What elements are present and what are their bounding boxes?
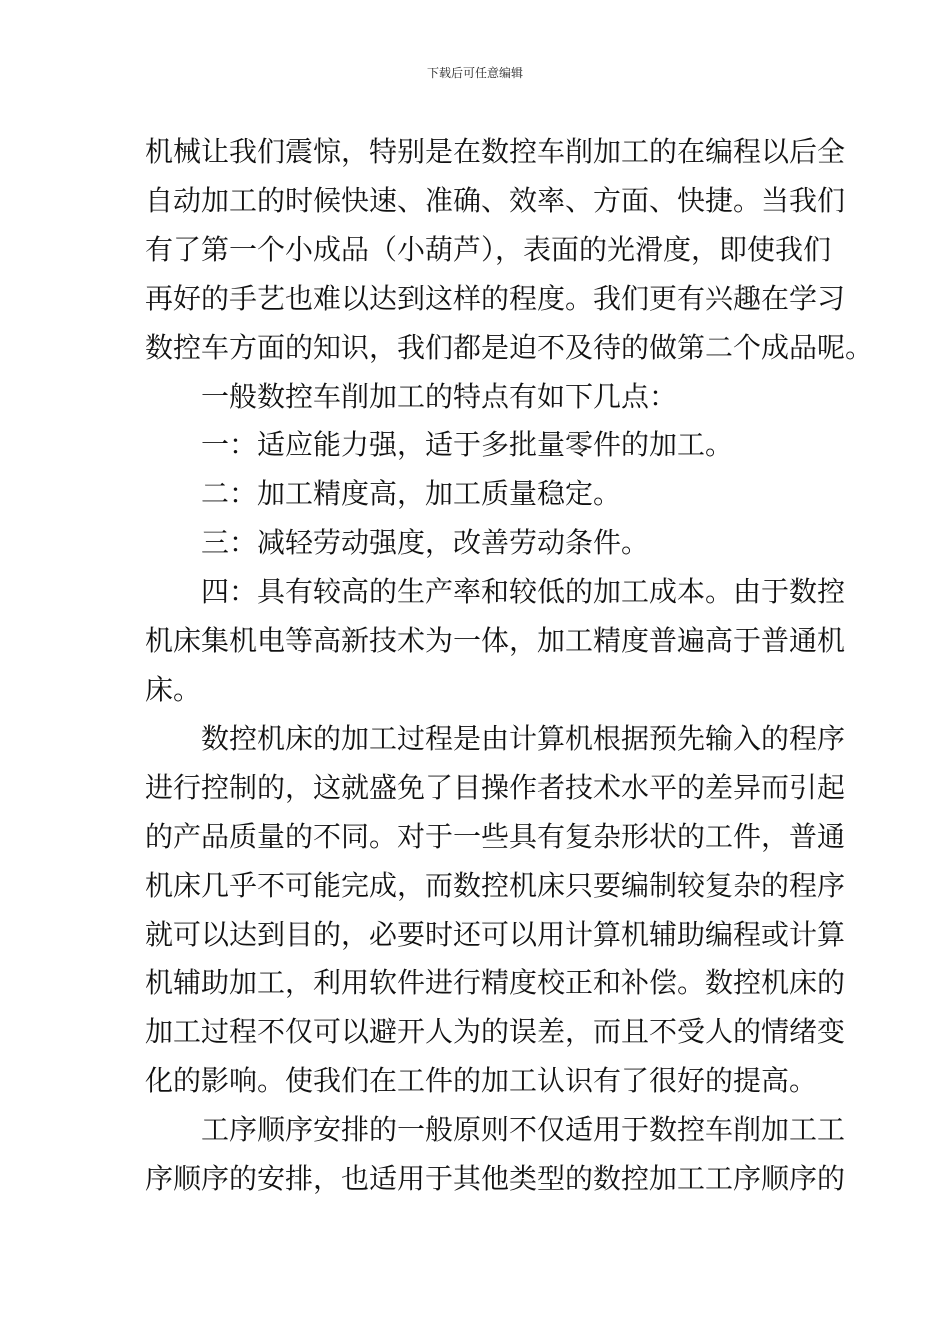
text-line: 数控车方面的知识，我们都是迫不及待的做第二个成品呢。 [145,330,874,364]
text-line: 进行控制的，这就盛免了目操作者技术水平的差异而引起 [145,770,846,804]
text-line: 机床几乎不可能完成，而数控机床只要编制较复杂的程序 [145,868,846,902]
paragraph [145,568,846,715]
text-line: 数控机床的加工过程是由计算机根据预先输入的程序 [201,721,846,755]
text-line: 机械让我们震惊，特别是在数控车削加工的在编程以后全 [145,135,846,168]
text-line: 工序顺序安排的一般原则不仅适用于数控车削加工工 [201,1113,846,1147]
paragraph [145,1106,846,1204]
text-line: 自动加工的时候快速、准确、效率、方面、快捷。当我们 [145,183,846,217]
paragraph [145,470,811,519]
text-line: 化的影响。使我们在工件的加工认识有了很好的提高。 [145,1064,818,1098]
paragraph [145,715,846,1106]
text-line: 有了第一个小成品（小葫芦），表面的光滑度，即使我们 [145,232,832,266]
text-line: 再好的手艺也难以达到这样的程度。我们更有兴趣在学习 [145,281,846,315]
text-line: 一：适应能力强，适于多批量零件的加工。 [201,428,734,462]
text-line: 三：减轻劳动强度，改善劳动条件。 [201,526,650,560]
text-line: 四：具有较高的生产率和较低的加工成本。由于数控 [201,575,846,609]
text-line: 加工过程不仅可以避开人为的误差，而且不受人的情绪变 [145,1015,846,1049]
text-line: 的产品质量的不同。对于一些具有复杂形状的工件，普通 [145,819,846,853]
text-line: 一般数控车削加工的特点有如下几点： [201,379,678,413]
text-line: 机床集机电等高新技术为一体，加工精度普遍高于普通机 [145,624,846,658]
paragraph [145,421,811,470]
text-line: 机辅助加工，利用软件进行精度校正和补偿。数控机床的 [145,966,846,1000]
page-header: 下载后可任意编辑 [426,66,523,80]
text-line: 床。 [145,672,202,706]
paragraph [145,373,811,422]
text-line: 二：加工精度高，加工质量稳定。 [201,477,622,511]
paragraph [145,519,811,568]
text-line: 就可以达到目的，必要时还可以用计算机辅助编程或计算 [145,917,846,951]
text-line: 序顺序的安排，也适用于其他类型的数控加工工序顺序的 [145,1162,846,1196]
paragraph [145,128,874,373]
body-text [145,128,874,1204]
